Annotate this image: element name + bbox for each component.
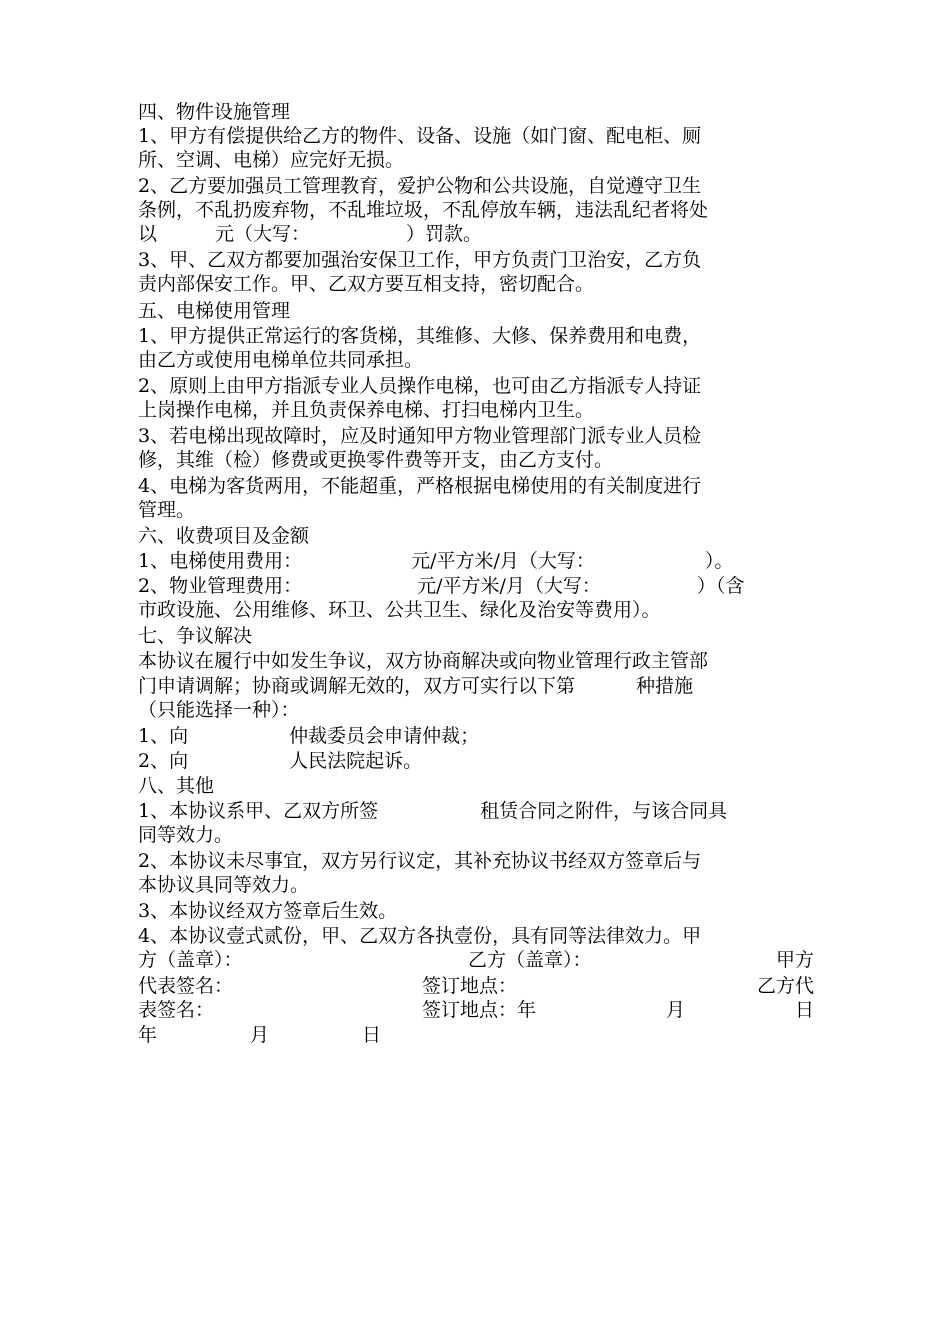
fine-suffix: ）罚款。 [406, 223, 483, 245]
clause-5-1-line-1: 1、甲方提供正常运行的客货梯，其维修、大修、保养费用和电费， [138, 325, 702, 347]
option-1-text: 仲裁委员会申请仲裁； [289, 725, 480, 747]
party-b-seal-label: 乙方（盖章）： [468, 949, 592, 971]
fee-property-label: 2、物业管理费用： [138, 575, 303, 597]
dispute-line-2 [138, 674, 693, 698]
clause-4-2-line-1: 2、乙方要加强员工管理教育，爱护公物和公共设施，自觉遵守卫生 [138, 175, 702, 197]
month-label-1: 月 [666, 999, 686, 1021]
clause-5-3-line-1: 3、若电梯出现故障时，应及时通知甲方物业管理部门派专业人员检 [138, 425, 702, 447]
signature-line-1 [138, 948, 814, 972]
party-b-location-label: 签订地点：年 [422, 999, 537, 1021]
dispute-method-suffix: 种措施 [636, 675, 694, 697]
year-label-2: 年 [138, 1024, 158, 1046]
clause-5-1-line-2: 由乙方或使用电梯单位共同承担。 [138, 349, 424, 371]
party-a-seal-label: 方（盖章）： [138, 949, 243, 971]
dispute-line-3: （只能选择一种）： [138, 699, 300, 721]
clause-4-1-line-1: 1、甲方有偿提供给乙方的物件、设备、设施（如门窗、配电柜、厕 [138, 125, 702, 147]
dispute-option-1 [138, 724, 479, 748]
clause-4-2-line-2: 条例，不乱扔废弃物，不乱堆垃圾，不乱停放车辆，违法乱纪者将处 [138, 199, 709, 221]
option-2-text: 人民法院起诉。 [289, 750, 423, 772]
clause-8-1-text: 租赁合同之附件，与该合同具 [480, 800, 728, 822]
clause-4-3-line-1: 3、甲、乙双方都要加强治安保卫工作，甲方负责门卫治安，乙方负 [138, 249, 702, 271]
clause-4-3-line-2: 责内部保安工作。甲、乙双方要互相支持，密切配合。 [138, 273, 595, 295]
clause-4-2-line-3 [138, 222, 482, 246]
clause-5-2-line-1: 2、原则上由甲方指派专业人员操作电梯，也可由乙方指派专人持证 [138, 375, 702, 397]
dispute-line-1: 本协议在履行中如发生争议，双方协商解决或向物业管理行政主管部 [138, 650, 709, 672]
clause-5-3-line-2: 修，其维（检）修费或更换零件费等开支，由乙方支付。 [138, 449, 614, 471]
fee-elevator-unit: 元/平方米/月（大写： [411, 550, 595, 572]
clause-8-1-line-2: 同等效力。 [138, 824, 234, 846]
dispute-option-2 [138, 749, 422, 773]
fee-property-line [138, 574, 744, 598]
month-label-2: 月 [250, 1024, 270, 1046]
section-heading-5: 五、电梯使用管理 [138, 300, 291, 322]
fine-amount-label: 元（大写： [215, 223, 311, 245]
clause-8-3: 3、本协议经双方签章后生效。 [138, 900, 398, 922]
party-a-location-label: 签订地点： [422, 975, 518, 997]
option-2-prefix: 2、向 [138, 750, 189, 772]
party-b-rep-label: 表签名： [138, 999, 215, 1021]
section-heading-4: 四、物件设施管理 [138, 101, 291, 123]
party-a-rep-label-start: 甲方 [775, 949, 814, 971]
day-label-2: 日 [362, 1024, 382, 1046]
fee-elevator-line [138, 549, 733, 573]
clause-8-1-line-1 [138, 799, 727, 823]
option-1-prefix: 1、向 [138, 725, 189, 747]
section-heading-6: 六、收费项目及金额 [138, 525, 310, 547]
signature-line-3 [138, 998, 814, 1022]
day-label-1: 日 [794, 999, 814, 1021]
section-heading-7: 七、争议解决 [138, 625, 253, 647]
fee-property-unit: 元/平方米/月（大写： [417, 575, 601, 597]
clause-8-1-prefix: 1、本协议系甲、乙双方所签 [138, 800, 379, 822]
fee-elevator-label: 1、电梯使用费用： [138, 550, 303, 572]
fine-prefix: 以 [138, 223, 158, 245]
clause-8-2-line-1: 2、本协议未尽事宜，双方另行议定，其补充协议书经双方签章后与 [138, 850, 702, 872]
clause-5-2-line-2: 上岗操作电梯，并且负责保养电梯、打扫电梯内卫生。 [138, 399, 595, 421]
section-heading-8: 八、其他 [138, 775, 215, 797]
clause-8-4: 4、本协议壹式贰份，甲、乙双方各执壹份，具有同等法律效力。甲 [138, 925, 702, 947]
signature-line-4 [138, 1023, 814, 1047]
fee-property-line-2: 市政设施、公用维修、环卫、公共卫生、绿化及治安等费用）。 [138, 599, 661, 621]
signature-line-2 [138, 974, 814, 998]
clause-5-4-line-1: 4、电梯为客货两用，不能超重，严格根据电梯使用的有关制度进行 [138, 475, 702, 497]
dispute-method-label: 门申请调解；协商或调解无效的，双方可实行以下第 [138, 675, 576, 697]
party-a-rep-label: 代表签名： [138, 975, 234, 997]
clause-8-2-line-2: 本协议具同等效力。 [138, 874, 310, 896]
fee-property-suffix: ）（含 [696, 575, 745, 597]
clause-4-1-line-2: 所、空调、电梯）应完好无损。 [138, 149, 405, 171]
fee-elevator-suffix: ）。 [704, 550, 734, 572]
clause-5-4-line-2: 管理。 [138, 499, 196, 521]
party-b-rep-label-start: 乙方代 [756, 975, 814, 997]
